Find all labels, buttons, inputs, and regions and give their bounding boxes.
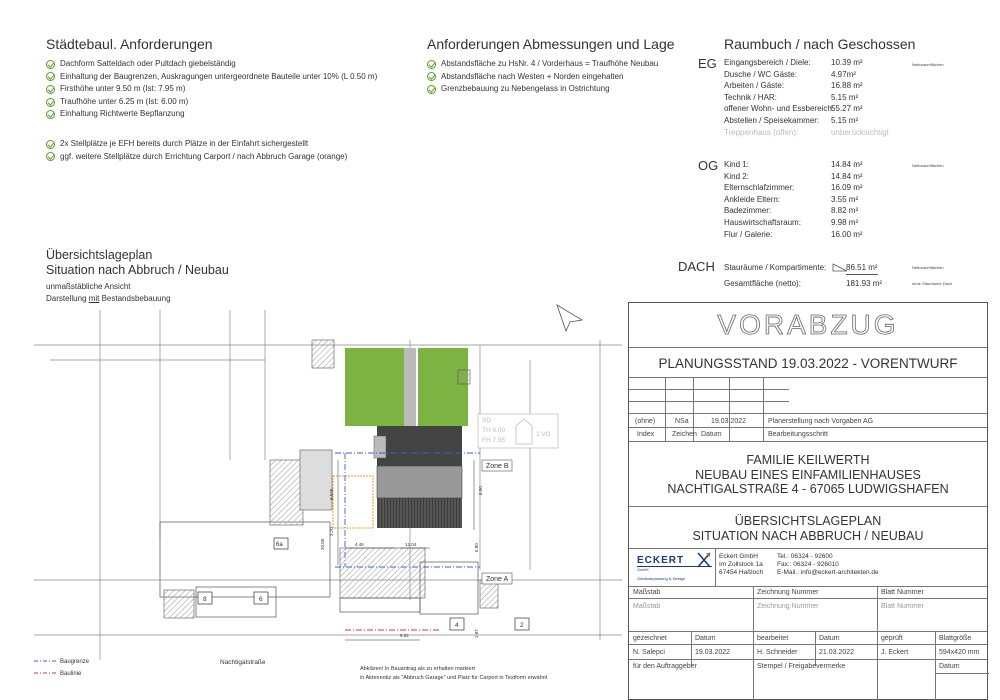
room-row: Arbeiten / Gäste: 16.88 m²	[724, 81, 863, 91]
bearbeitet-datum: 21.03.2022	[819, 649, 855, 656]
gezeichnet-name: N. Salepci	[633, 649, 665, 656]
company-contact: Tel.: 06324 - 92600 Fax.: 06324 - 926010 E-Mail.: info@eckert-architekten.de	[777, 553, 879, 576]
net-note: Nettoraumflächen	[912, 265, 944, 270]
company-address: Eckert GmbH Im Zollstock 1a 67454 Haßloch	[719, 553, 764, 576]
legend-baugrenze: Baugrenze	[60, 659, 90, 665]
note-line-2: in Aktennotiz als "Abbruch Garage" und Platz für Carport in Textform erwähnt	[360, 675, 548, 681]
datum-label: Datum	[695, 635, 716, 642]
ridge-height: FH 7.95	[482, 437, 506, 444]
svg-text:20.00: 20.00	[320, 538, 325, 550]
gezeichnet-datum: 19.03.2022	[695, 649, 731, 656]
check-icon	[427, 60, 436, 69]
vorabzug-stamp: VORABZUG	[717, 309, 899, 340]
check-icon	[427, 85, 436, 94]
blattgroesse-value: 594x420 mm	[939, 649, 980, 656]
room-row: Flur / Galerie: 16.00 m²	[724, 229, 863, 239]
client-name: FAMILIE KEILWERTH	[746, 453, 870, 467]
room-row: Kind 1: 14.84 m²	[724, 160, 863, 169]
svg-text:3.70: 3.70	[329, 527, 334, 536]
list-item: 2x Stellplätze je EFH bereits durch Plätze in der Einfahrt sichergestellt	[60, 139, 309, 148]
garden-area	[345, 348, 405, 426]
storeys: 2 VG	[536, 431, 551, 438]
massstab-value: Maßstab	[633, 603, 661, 610]
title-block	[628, 302, 988, 700]
bearbeitet-name: H. Schneider	[757, 649, 798, 656]
svg-text:6.80: 6.80	[474, 543, 479, 552]
zone-b-label: Zone B	[486, 463, 509, 470]
og-rooms	[724, 159, 904, 240]
rev-index: (ohne)	[635, 418, 656, 425]
svg-text:12.04: 12.04	[405, 542, 417, 547]
auftraggeber-label: für den Auftraggeber	[633, 663, 697, 670]
svg-text:6.00: 6.00	[478, 486, 483, 495]
check-icon	[46, 152, 55, 161]
room-row: Eingangsbereich / Diele: 10.39 m²	[724, 58, 863, 67]
uebersicht-title-1: Übersichtslageplan	[46, 248, 153, 262]
plan-title-block	[629, 514, 987, 543]
list-item: Abstandsfläche nach Westen + Norden eingehalten	[441, 71, 624, 81]
plan-title-2: SITUATION NACH ABBRUCH / NEUBAU	[692, 528, 924, 543]
room-row: Kind 2: 14.84 m²	[724, 171, 863, 181]
rev-datum: 19.03.2022	[711, 418, 747, 425]
stempel-label: Stempel / Freigabevermerke	[757, 663, 846, 670]
eg-label: EG	[698, 56, 717, 71]
north-arrow-icon	[557, 305, 582, 331]
geprueft-name: J. Eckert	[881, 649, 909, 656]
house-number: 4	[455, 622, 459, 629]
room-row: Elternschlafzimmer: 16.09 m²	[724, 183, 863, 193]
new-building-roof	[377, 426, 462, 466]
uebersicht-sub-2: Darstellung mit Bestandsbebauung	[46, 294, 171, 303]
header-datum: Datum	[701, 431, 722, 438]
raumbuch-title: Raumbuch / nach Geschossen	[724, 36, 916, 52]
list-item: Grenzbebauung zu Nebengelass in Ostrichtung	[441, 84, 610, 94]
abmessungen-list	[427, 58, 658, 96]
legend-baulinie: Baulinie	[60, 671, 82, 677]
check-icon	[46, 85, 55, 94]
blatt-value: Blatt Nummer	[881, 603, 924, 610]
logo-mark-icon	[696, 551, 712, 569]
dach-label: DACH	[678, 259, 715, 274]
header-text: Bearbeitungsschritt	[768, 431, 828, 438]
bearbeitet-label: bearbeitet	[757, 635, 789, 642]
check-icon	[46, 72, 55, 81]
planungsstand: PLANUNGSSTAND 19.03.2022 - VORENTWURF	[658, 356, 958, 371]
room-row: Dusche / WC Gäste: 4.97m²	[724, 69, 856, 79]
zeichnung-value: Zeichnung Nummer	[757, 603, 819, 610]
net-note: Nettoraumflächen	[912, 62, 944, 67]
room-row: Badezimmer: 8.82 m²	[724, 206, 859, 216]
eaves-height: TH 6.00	[482, 427, 506, 434]
list-item: Traufhöhe unter 6.25 m (Ist: 6.00 m)	[60, 96, 189, 106]
check-icon	[46, 60, 55, 69]
check-icon	[46, 140, 55, 149]
zeichnung-label: Zeichnung Nummer	[757, 589, 819, 596]
list-item: Abstandsfläche zu HsNr. 4 / Vorderhaus = Traufhöhe Neubau	[441, 59, 659, 68]
house-number: 8	[203, 596, 207, 603]
uebersicht-heading	[46, 248, 229, 278]
staedtebau-title: Städtebaul. Anforderungen	[46, 36, 213, 52]
eckert-logo: ECKERT GmbH Gebäudeplanung & Design	[637, 555, 712, 581]
list-item: Dachform Satteldach oder Pultdach giebelständig	[60, 59, 236, 68]
list-item: Einhaltung der Baugrenzen, Auskragungen untergeordnete Bauteile unter 10% (L 0.50 m)	[60, 71, 378, 81]
gezeichnet-label: gezeichnet	[633, 635, 667, 642]
room-row: Technik / HAR: 5.15 m²	[724, 92, 859, 102]
uebersicht-title-2: Situation nach Abbruch / Neubau	[46, 263, 229, 277]
house-number: 2	[520, 622, 524, 629]
room-row: offener Wohn- und Essbereich: 55.27 m²	[724, 104, 863, 114]
street-name: Nachtigalstraße	[220, 659, 266, 666]
svg-text:9.52: 9.52	[400, 633, 409, 638]
list-item: Einhaltung Richtwerte Bepflanzung	[60, 109, 185, 119]
garden-area	[418, 348, 468, 426]
list-item: ggf. weitere Stellplätze durch Errichtung Carport / nach Abbruch Garage (orange)	[60, 151, 348, 161]
note-line-1: Abklären! In Bauantrag als zu erhalten markiert	[360, 666, 475, 672]
room-row: Treppenhaus (offen): unberücksichtigt	[724, 127, 889, 137]
abmessungen-title: Anforderungen Abmessungen und Lage	[427, 36, 675, 52]
stair-icon	[832, 262, 848, 272]
header-index: Index	[637, 431, 655, 438]
check-icon	[427, 72, 436, 81]
room-row: Ankleide Eltern: 3.55 m²	[724, 194, 859, 204]
zone-a-label: Zone A	[486, 576, 509, 583]
project-title: NEUBAU EINES EINFAMILIENHAUSES	[695, 467, 921, 482]
house-number: 6a	[276, 542, 283, 548]
blatt-label: Blatt Nummer	[881, 589, 924, 596]
eg-rooms	[724, 57, 904, 138]
client-block	[629, 453, 987, 497]
project-address: NACHTIGALSTRAßE 4 - 67065 LUDWIGSHAFEN	[667, 482, 949, 496]
site-plan	[0, 300, 625, 700]
new-building-roof	[377, 498, 462, 528]
total-note: ohne Stauräume Dach	[912, 281, 953, 286]
geprueft-label: geprüft	[881, 635, 903, 642]
datum-label: Datum	[939, 663, 960, 670]
svg-text:4.46: 4.46	[355, 542, 364, 547]
datum-label: Datum	[819, 635, 840, 642]
svg-text:1.87: 1.87	[474, 629, 479, 638]
list-item: Firsthöhe unter 9.50 m (Ist: 7.95 m)	[60, 84, 186, 94]
dach-row: Stauräume / Kompartimente: 86.51 m²	[724, 262, 924, 274]
rev-text: Planerstellung nach Vorgaben AG	[768, 418, 874, 425]
blattgroesse-label: Blattgröße	[939, 635, 972, 642]
total-row: Gesamtfläche (netto): 181.93 m²	[724, 279, 883, 288]
svg-text:8.575: 8.575	[329, 488, 334, 500]
staedtebau-list	[46, 58, 377, 121]
plan-title-1: ÜBERSICHTSLAGEPLAN	[734, 514, 882, 528]
uebersicht-sub-1: unmaßstäbliche Ansicht	[46, 282, 131, 291]
staedtebau-list-2	[46, 138, 347, 163]
check-icon	[46, 110, 55, 119]
og-label: OG	[698, 158, 719, 173]
room-row: Hauswirtschaftsraum: 9.98 m²	[724, 217, 859, 227]
net-note: Nettoraumflächen	[912, 163, 944, 168]
header-zeichen: Zeichen	[672, 431, 697, 438]
massstab-label: Maßstab	[633, 589, 661, 596]
house-number: 6	[259, 596, 263, 603]
roof-type: SD	[482, 417, 492, 424]
rev-zeichen: NSa	[675, 418, 689, 425]
check-icon	[46, 98, 55, 107]
room-row: Abstellen / Speisekammer: 5.15 m²	[724, 115, 859, 125]
